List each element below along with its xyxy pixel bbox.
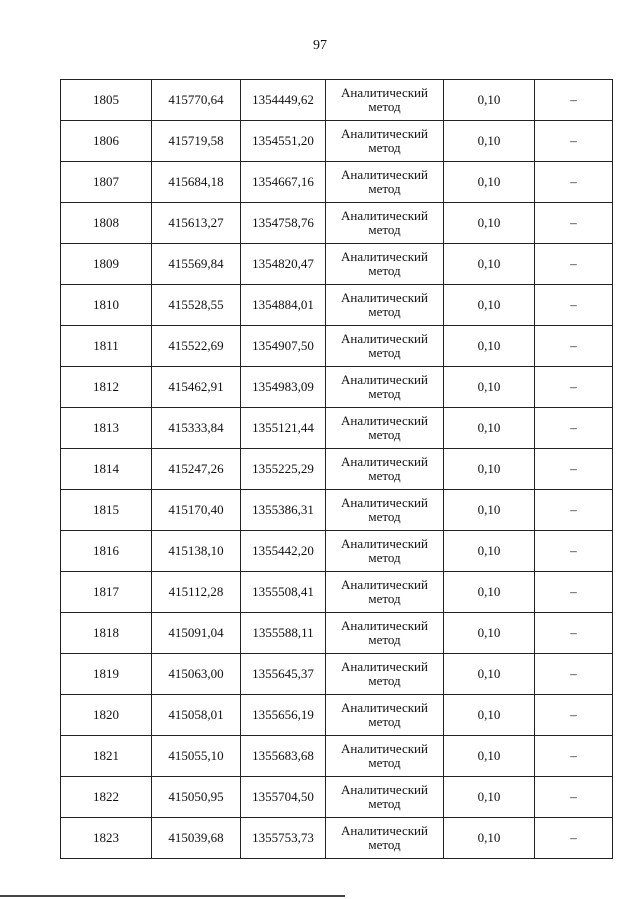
method-cell xyxy=(326,490,444,531)
x-coordinate-cell: 415050,95 xyxy=(152,777,241,818)
note-cell: – xyxy=(535,449,613,490)
table-row xyxy=(61,490,613,531)
point-number-cell: 1806 xyxy=(61,121,152,162)
point-number-cell: 1811 xyxy=(61,326,152,367)
method-line-1: Аналитический xyxy=(341,741,428,756)
method-cell xyxy=(326,695,444,736)
accuracy-cell: 0,10 xyxy=(444,695,535,736)
method-line-1: Аналитический xyxy=(341,331,428,346)
method-line-2: метод xyxy=(368,181,401,196)
method-line-1: Аналитический xyxy=(341,249,428,264)
table-row xyxy=(61,244,613,285)
y-coordinate-cell: 1354758,76 xyxy=(241,203,326,244)
y-coordinate-cell: 1355588,11 xyxy=(241,613,326,654)
method-line-1: Аналитический xyxy=(341,700,428,715)
method-line-2: метод xyxy=(368,468,401,483)
method-line-2: метод xyxy=(368,796,401,811)
method-line-2: метод xyxy=(368,263,401,278)
note-cell: – xyxy=(535,777,613,818)
point-number-cell: 1808 xyxy=(61,203,152,244)
method-line-2: метод xyxy=(368,714,401,729)
note-cell: – xyxy=(535,654,613,695)
note-cell: – xyxy=(535,490,613,531)
table-row xyxy=(61,531,613,572)
table-row xyxy=(61,818,613,859)
method-cell xyxy=(326,162,444,203)
accuracy-cell: 0,10 xyxy=(444,490,535,531)
method-cell xyxy=(326,531,444,572)
method-line-1: Аналитический xyxy=(341,167,428,182)
method-line-2: метод xyxy=(368,673,401,688)
table-row xyxy=(61,736,613,777)
note-cell: – xyxy=(535,736,613,777)
accuracy-cell: 0,10 xyxy=(444,121,535,162)
method-cell xyxy=(326,572,444,613)
table-row xyxy=(61,777,613,818)
accuracy-cell: 0,10 xyxy=(444,367,535,408)
x-coordinate-cell: 415613,27 xyxy=(152,203,241,244)
x-coordinate-cell: 415770,64 xyxy=(152,80,241,121)
x-coordinate-cell: 415528,55 xyxy=(152,285,241,326)
accuracy-cell: 0,10 xyxy=(444,736,535,777)
table-body xyxy=(61,80,613,859)
accuracy-cell: 0,10 xyxy=(444,326,535,367)
accuracy-cell: 0,10 xyxy=(444,162,535,203)
accuracy-cell: 0,10 xyxy=(444,203,535,244)
method-line-1: Аналитический xyxy=(341,577,428,592)
method-line-1: Аналитический xyxy=(341,823,428,838)
method-line-1: Аналитический xyxy=(341,659,428,674)
note-cell: – xyxy=(535,121,613,162)
y-coordinate-cell: 1354983,09 xyxy=(241,367,326,408)
y-coordinate-cell: 1354449,62 xyxy=(241,80,326,121)
x-coordinate-cell: 415055,10 xyxy=(152,736,241,777)
scan-edge-line xyxy=(0,895,345,897)
method-cell xyxy=(326,408,444,449)
point-number-cell: 1820 xyxy=(61,695,152,736)
point-number-cell: 1813 xyxy=(61,408,152,449)
x-coordinate-cell: 415039,68 xyxy=(152,818,241,859)
method-cell xyxy=(326,285,444,326)
method-cell xyxy=(326,654,444,695)
method-line-2: метод xyxy=(368,755,401,770)
note-cell: – xyxy=(535,244,613,285)
point-number-cell: 1816 xyxy=(61,531,152,572)
table-row xyxy=(61,285,613,326)
note-cell: – xyxy=(535,80,613,121)
method-line-2: метод xyxy=(368,140,401,155)
y-coordinate-cell: 1354820,47 xyxy=(241,244,326,285)
x-coordinate-cell: 415170,40 xyxy=(152,490,241,531)
method-line-2: метод xyxy=(368,99,401,114)
table-row xyxy=(61,326,613,367)
method-cell xyxy=(326,818,444,859)
method-cell xyxy=(326,121,444,162)
point-number-cell: 1822 xyxy=(61,777,152,818)
coordinates-table xyxy=(60,79,613,859)
note-cell: – xyxy=(535,285,613,326)
note-cell: – xyxy=(535,203,613,244)
method-line-1: Аналитический xyxy=(341,126,428,141)
table-row xyxy=(61,367,613,408)
x-coordinate-cell: 415063,00 xyxy=(152,654,241,695)
method-line-2: метод xyxy=(368,427,401,442)
y-coordinate-cell: 1354667,16 xyxy=(241,162,326,203)
table-row xyxy=(61,449,613,490)
table-row xyxy=(61,695,613,736)
accuracy-cell: 0,10 xyxy=(444,408,535,449)
method-line-2: метод xyxy=(368,304,401,319)
method-line-1: Аналитический xyxy=(341,208,428,223)
method-line-1: Аналитический xyxy=(341,85,428,100)
accuracy-cell: 0,10 xyxy=(444,613,535,654)
x-coordinate-cell: 415719,58 xyxy=(152,121,241,162)
y-coordinate-cell: 1355645,37 xyxy=(241,654,326,695)
method-cell xyxy=(326,326,444,367)
note-cell: – xyxy=(535,818,613,859)
accuracy-cell: 0,10 xyxy=(444,449,535,490)
note-cell: – xyxy=(535,572,613,613)
method-cell xyxy=(326,80,444,121)
method-line-2: метод xyxy=(368,837,401,852)
method-line-1: Аналитический xyxy=(341,454,428,469)
note-cell: – xyxy=(535,695,613,736)
method-line-2: метод xyxy=(368,386,401,401)
note-cell: – xyxy=(535,531,613,572)
y-coordinate-cell: 1355386,31 xyxy=(241,490,326,531)
method-cell xyxy=(326,367,444,408)
method-line-2: метод xyxy=(368,222,401,237)
point-number-cell: 1809 xyxy=(61,244,152,285)
point-number-cell: 1807 xyxy=(61,162,152,203)
table-row xyxy=(61,654,613,695)
x-coordinate-cell: 415247,26 xyxy=(152,449,241,490)
y-coordinate-cell: 1355121,44 xyxy=(241,408,326,449)
point-number-cell: 1812 xyxy=(61,367,152,408)
x-coordinate-cell: 415112,28 xyxy=(152,572,241,613)
y-coordinate-cell: 1354551,20 xyxy=(241,121,326,162)
method-cell xyxy=(326,777,444,818)
note-cell: – xyxy=(535,326,613,367)
page-number: 97 xyxy=(313,38,327,53)
method-cell xyxy=(326,613,444,654)
table-row xyxy=(61,203,613,244)
x-coordinate-cell: 415684,18 xyxy=(152,162,241,203)
method-line-2: метод xyxy=(368,345,401,360)
table-row xyxy=(61,572,613,613)
note-cell: – xyxy=(535,367,613,408)
point-number-cell: 1823 xyxy=(61,818,152,859)
method-cell xyxy=(326,203,444,244)
point-number-cell: 1819 xyxy=(61,654,152,695)
point-number-cell: 1821 xyxy=(61,736,152,777)
point-number-cell: 1817 xyxy=(61,572,152,613)
point-number-cell: 1814 xyxy=(61,449,152,490)
note-cell: – xyxy=(535,408,613,449)
y-coordinate-cell: 1355753,73 xyxy=(241,818,326,859)
accuracy-cell: 0,10 xyxy=(444,531,535,572)
table-row xyxy=(61,162,613,203)
point-number-cell: 1810 xyxy=(61,285,152,326)
accuracy-cell: 0,10 xyxy=(444,572,535,613)
point-number-cell: 1815 xyxy=(61,490,152,531)
method-line-1: Аналитический xyxy=(341,413,428,428)
y-coordinate-cell: 1355508,41 xyxy=(241,572,326,613)
x-coordinate-cell: 415058,01 xyxy=(152,695,241,736)
x-coordinate-cell: 415569,84 xyxy=(152,244,241,285)
note-cell: – xyxy=(535,162,613,203)
method-line-1: Аналитический xyxy=(341,536,428,551)
accuracy-cell: 0,10 xyxy=(444,285,535,326)
x-coordinate-cell: 415091,04 xyxy=(152,613,241,654)
table-row xyxy=(61,408,613,449)
x-coordinate-cell: 415138,10 xyxy=(152,531,241,572)
y-coordinate-cell: 1355442,20 xyxy=(241,531,326,572)
method-line-2: метод xyxy=(368,591,401,606)
x-coordinate-cell: 415333,84 xyxy=(152,408,241,449)
method-cell xyxy=(326,449,444,490)
note-cell: – xyxy=(535,613,613,654)
accuracy-cell: 0,10 xyxy=(444,818,535,859)
method-line-1: Аналитический xyxy=(341,782,428,797)
accuracy-cell: 0,10 xyxy=(444,244,535,285)
y-coordinate-cell: 1354907,50 xyxy=(241,326,326,367)
method-line-1: Аналитический xyxy=(341,372,428,387)
table-row xyxy=(61,613,613,654)
method-line-1: Аналитический xyxy=(341,290,428,305)
accuracy-cell: 0,10 xyxy=(444,777,535,818)
method-line-2: метод xyxy=(368,632,401,647)
accuracy-cell: 0,10 xyxy=(444,80,535,121)
x-coordinate-cell: 415522,69 xyxy=(152,326,241,367)
y-coordinate-cell: 1355225,29 xyxy=(241,449,326,490)
method-line-1: Аналитический xyxy=(341,618,428,633)
method-cell xyxy=(326,244,444,285)
accuracy-cell: 0,10 xyxy=(444,654,535,695)
method-line-2: метод xyxy=(368,509,401,524)
y-coordinate-cell: 1354884,01 xyxy=(241,285,326,326)
table-row xyxy=(61,80,613,121)
y-coordinate-cell: 1355656,19 xyxy=(241,695,326,736)
x-coordinate-cell: 415462,91 xyxy=(152,367,241,408)
table-row xyxy=(61,121,613,162)
method-line-1: Аналитический xyxy=(341,495,428,510)
point-number-cell: 1818 xyxy=(61,613,152,654)
method-cell xyxy=(326,736,444,777)
point-number-cell: 1805 xyxy=(61,80,152,121)
y-coordinate-cell: 1355683,68 xyxy=(241,736,326,777)
y-coordinate-cell: 1355704,50 xyxy=(241,777,326,818)
method-line-2: метод xyxy=(368,550,401,565)
